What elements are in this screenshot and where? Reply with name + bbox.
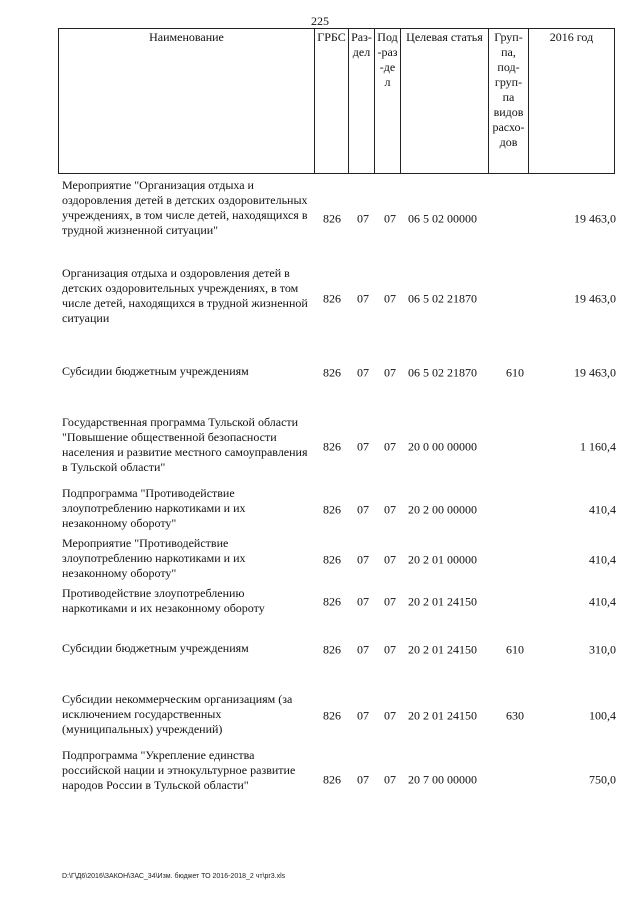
row-sum: 410,4 bbox=[589, 552, 616, 567]
row-podrazdel: 07 bbox=[384, 502, 396, 517]
row-razdel: 07 bbox=[357, 365, 369, 380]
row-razdel: 07 bbox=[357, 708, 369, 723]
row-sum: 1 160,4 bbox=[580, 439, 616, 454]
row-grbs: 826 bbox=[323, 708, 341, 723]
table-row bbox=[0, 641, 640, 659]
row-sum: 19 463,0 bbox=[574, 211, 616, 226]
row-grbs: 826 bbox=[323, 642, 341, 657]
row-name: Субсидии некоммерческим организациям (за исключением государственных (муниципальных) учреждений) bbox=[62, 692, 293, 736]
header-name: Наименование bbox=[59, 29, 315, 174]
header-celevaya: Целевая статья bbox=[401, 29, 489, 174]
row-podrazdel: 07 bbox=[384, 772, 396, 787]
file-path-footer: D:\Г\Д6\2016\ЗАКОН\ЗАС_34\Изм. бюджет ТО 2016-2018_2 чт\pr3.xls bbox=[62, 873, 286, 880]
table-row bbox=[0, 486, 640, 534]
row-name: Организация отдыха и оздоровления детей в детских оздоровительных учреждениях, в том числе детей, находящихся в трудной жизненной ситуации bbox=[62, 266, 308, 325]
table-row bbox=[0, 415, 640, 479]
row-podrazdel: 07 bbox=[384, 291, 396, 306]
row-name: Субсидии бюджетным учреждениям bbox=[62, 364, 249, 378]
table-row bbox=[0, 178, 640, 260]
row-podrazdel: 07 bbox=[384, 594, 396, 609]
row-name: Мероприятие "Организация отдыха и оздоровления детей в детских оздоровительных учреждениях, в том числе детей, находящихся в трудной жизненной ситуации" bbox=[62, 178, 308, 237]
row-sum: 19 463,0 bbox=[574, 291, 616, 306]
row-celevaya: 06 5 02 21870 bbox=[408, 365, 477, 380]
row-celevaya: 06 5 02 00000 bbox=[408, 211, 477, 226]
table-row bbox=[0, 266, 640, 332]
row-razdel: 07 bbox=[357, 291, 369, 306]
header-razdel: Раз-дел bbox=[349, 29, 375, 174]
row-name: Субсидии бюджетным учреждениям bbox=[62, 641, 249, 655]
row-gruppa: 610 bbox=[506, 642, 524, 657]
row-grbs: 826 bbox=[323, 365, 341, 380]
table-row bbox=[0, 364, 640, 382]
row-sum: 410,4 bbox=[589, 502, 616, 517]
row-razdel: 07 bbox=[357, 439, 369, 454]
header-gruppa: Груп-па, под-груп-па видов расхо-дов bbox=[489, 29, 529, 174]
table-row bbox=[0, 536, 640, 584]
row-celevaya: 20 0 00 00000 bbox=[408, 439, 477, 454]
row-gruppa: 630 bbox=[506, 708, 524, 723]
row-grbs: 826 bbox=[323, 552, 341, 567]
row-celevaya: 20 2 00 00000 bbox=[408, 502, 477, 517]
row-podrazdel: 07 bbox=[384, 708, 396, 723]
row-grbs: 826 bbox=[323, 291, 341, 306]
row-grbs: 826 bbox=[323, 502, 341, 517]
header-grbs: ГРБС bbox=[315, 29, 349, 174]
page-number: 225 bbox=[311, 14, 329, 28]
row-celevaya: 20 2 01 00000 bbox=[408, 552, 477, 567]
row-razdel: 07 bbox=[357, 502, 369, 517]
row-razdel: 07 bbox=[357, 211, 369, 226]
row-grbs: 826 bbox=[323, 211, 341, 226]
row-name: Подпрограмма "Противодействие злоупотреблению наркотиками и их незаконному обороту" bbox=[62, 486, 246, 530]
row-grbs: 826 bbox=[323, 594, 341, 609]
row-gruppa: 610 bbox=[506, 365, 524, 380]
table-row bbox=[0, 748, 640, 812]
row-podrazdel: 07 bbox=[384, 365, 396, 380]
row-celevaya: 20 2 01 24150 bbox=[408, 708, 477, 723]
row-sum: 100,4 bbox=[589, 708, 616, 723]
row-razdel: 07 bbox=[357, 642, 369, 657]
row-name: Мероприятие "Противодействие злоупотреблению наркотиками и их незаконному обороту" bbox=[62, 536, 246, 580]
row-sum: 750,0 bbox=[589, 772, 616, 787]
row-celevaya: 06 5 02 21870 bbox=[408, 291, 477, 306]
row-name: Государственная программа Тульской области "Повышение общественной безопасности населения и развитие местного самоуправления в Тульской области" bbox=[62, 415, 308, 474]
table-row bbox=[0, 586, 640, 618]
row-name: Подпрограмма "Укрепление единства российской нации и этнокультурное развитие народов России в Тульской области" bbox=[62, 748, 296, 792]
row-celevaya: 20 2 01 24150 bbox=[408, 642, 477, 657]
row-podrazdel: 07 bbox=[384, 439, 396, 454]
row-sum: 410,4 bbox=[589, 594, 616, 609]
row-podrazdel: 07 bbox=[384, 642, 396, 657]
row-celevaya: 20 2 01 24150 bbox=[408, 594, 477, 609]
row-sum: 310,0 bbox=[589, 642, 616, 657]
table-row bbox=[0, 692, 640, 740]
header-year: 2016 год bbox=[529, 29, 615, 174]
row-celevaya: 20 7 00 00000 bbox=[408, 772, 477, 787]
row-podrazdel: 07 bbox=[384, 552, 396, 567]
row-sum: 19 463,0 bbox=[574, 365, 616, 380]
row-name: Противодействие злоупотреблению наркотиками и их незаконному обороту bbox=[62, 586, 265, 615]
row-razdel: 07 bbox=[357, 772, 369, 787]
row-podrazdel: 07 bbox=[384, 211, 396, 226]
row-razdel: 07 bbox=[357, 552, 369, 567]
row-grbs: 826 bbox=[323, 439, 341, 454]
row-grbs: 826 bbox=[323, 772, 341, 787]
header-podrazdel: Под-раз-дел bbox=[375, 29, 401, 174]
row-razdel: 07 bbox=[357, 594, 369, 609]
